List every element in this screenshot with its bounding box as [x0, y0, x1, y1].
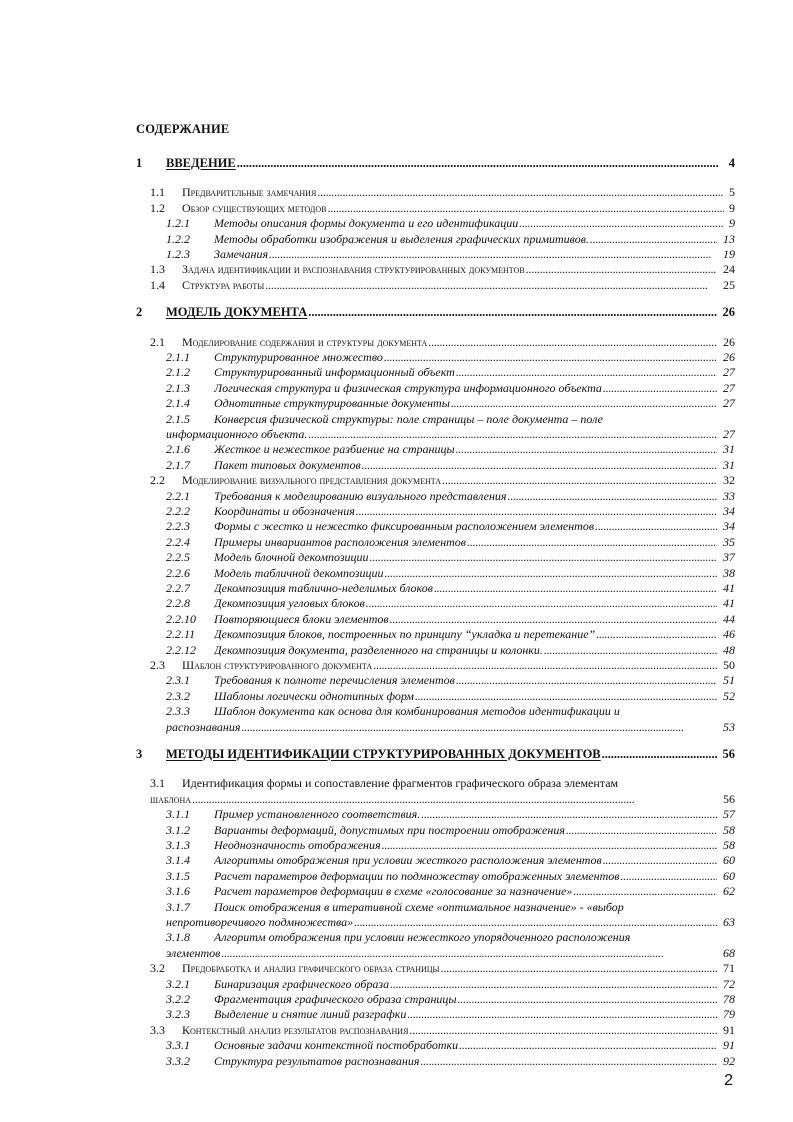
- toc-page-number: 5: [729, 185, 735, 200]
- toc-entry-number: 3: [136, 747, 143, 761]
- toc-entry-number: 3.2.1: [166, 976, 190, 991]
- toc-entry-number: 2.2.11: [166, 627, 196, 642]
- leader-dots: [316, 185, 724, 199]
- leader-dots: [389, 612, 717, 626]
- toc-entry-number: 2.2.8: [166, 596, 190, 611]
- toc-entry-number: 3.1.2: [166, 822, 190, 837]
- toc-page-number: 26: [722, 305, 735, 320]
- toc-entry-title: Однотипные структурированные документы: [214, 396, 450, 411]
- toc-entry-number: 2.1.2: [166, 365, 190, 380]
- toc-entry-title: Идентификация формы и сопоставление фрагментов графического образа элементам: [182, 776, 619, 791]
- toc-page-number: 60: [723, 868, 735, 883]
- toc-page-number: 41: [723, 596, 735, 611]
- toc-entry-title: Фрагментация графического образа страницы: [214, 992, 457, 1006]
- toc-page-number: 24: [723, 262, 735, 277]
- toc-page-number: 62: [723, 884, 735, 899]
- toc-entry-title: Требования к моделированию визуального представления: [214, 488, 507, 503]
- toc-entry-title: Модель табличной декомпозиции: [214, 565, 384, 580]
- toc-page-number: 72: [723, 976, 735, 991]
- toc-entry-title: Методы обработки изображения и выделения графических примитивов.: [214, 231, 589, 246]
- toc-page-number: 63: [723, 915, 735, 929]
- toc-entry-number: 2.1.7: [166, 457, 190, 472]
- toc-entry-title: Шаблоны логически однотипных форм: [214, 688, 414, 703]
- leader-dots: [525, 262, 717, 276]
- leader-dots: [572, 884, 717, 898]
- toc-entry-title: ВВЕДЕНИЕ: [166, 156, 236, 170]
- toc-entry-title-continuation: элементов: [166, 945, 221, 960]
- toc-page-number: 35: [723, 534, 735, 549]
- toc-entry-number: 3.3: [150, 1022, 165, 1037]
- leader-dots: [365, 596, 717, 610]
- toc-entry-number: 2: [136, 305, 143, 320]
- toc-entry-number: 3.1: [150, 776, 165, 791]
- leader-dots: [543, 643, 717, 657]
- toc-page-number: 60: [723, 853, 735, 868]
- toc-page-number: 27: [723, 427, 735, 441]
- toc-entry-number: 1.2.3: [166, 247, 190, 261]
- leader-dots: [595, 627, 717, 641]
- toc-entry-number: 2.2.10: [166, 611, 196, 626]
- leader-dots: [327, 201, 725, 215]
- toc-entry-number: 2.1.3: [166, 380, 190, 395]
- toc-entry-number: 1.2: [150, 200, 165, 215]
- toc-page-number: 92: [723, 1053, 735, 1068]
- leader-dots: [384, 566, 718, 580]
- toc-page-number: 41: [723, 581, 735, 595]
- leader-dots: [602, 381, 717, 395]
- toc-entry-title: Замечания: [214, 247, 269, 261]
- leader-dots: [307, 427, 717, 441]
- toc-entry-title: Методы описания формы документа и его идентификации: [214, 216, 519, 231]
- toc-entry-title: Предварительные замечания: [182, 185, 317, 200]
- toc-entry-title: Алгоритмы отображения при условии жесткого расположения элементов: [214, 853, 602, 868]
- toc-page-number: 27: [723, 380, 735, 395]
- leader-dots: [466, 535, 717, 549]
- leader-dots: [419, 1054, 717, 1068]
- toc-entry-title-continuation: информационного объекта.: [166, 427, 308, 441]
- toc-page-number: 25: [723, 277, 735, 292]
- toc-page-number: 57: [723, 807, 735, 822]
- toc-page-number: 53: [723, 719, 735, 734]
- toc-page-number: 44: [723, 611, 735, 626]
- toc-entry-number: 2.3: [150, 658, 165, 672]
- leader-dots: [601, 747, 717, 761]
- toc-entry-number: 1.4: [150, 277, 165, 292]
- leader-dots: [441, 473, 717, 487]
- toc-entry-number: 1.2.1: [166, 216, 190, 231]
- toc-page-number: 26: [723, 334, 735, 349]
- leader-dots: [381, 838, 717, 852]
- toc-page-number: 4: [728, 156, 735, 170]
- toc-entry-title: Декомпозиция документа, разделенного на страницы и колонки.: [214, 642, 543, 657]
- leader-dots: [620, 869, 718, 883]
- leader-dots: [372, 658, 717, 672]
- toc-page-number: 68: [723, 945, 735, 960]
- toc-page-number: 34: [723, 504, 735, 518]
- toc-entry-title: Жесткое и нежесткое разбиение на страницы: [214, 442, 455, 457]
- toc-entry-title: Задача идентификации и распознавания структурированных документов: [182, 262, 525, 277]
- toc-entry-number: 2.2: [150, 473, 165, 488]
- toc-entry-number: 2.2.1: [166, 488, 190, 503]
- toc-entry-title: Конверсия физической структуры: поле страницы – поле документа – поле: [214, 411, 603, 426]
- toc-page-number: 31: [723, 442, 735, 457]
- leader-dots: [427, 335, 717, 349]
- toc-entry-number: 3.1.7: [166, 899, 190, 914]
- toc-entry-title: Модель блочной декомпозиции: [214, 550, 369, 565]
- toc-entry-title-continuation: шаблона: [150, 791, 191, 806]
- toc-entry-number: 3.1.8: [166, 930, 190, 945]
- leader-dots: [383, 350, 717, 364]
- toc-entry-title: Шаблон документа как основа для комбинирования методов идентификации и: [214, 704, 620, 719]
- toc-entry-number: 2.2.3: [166, 519, 190, 534]
- leader-dots: [240, 720, 717, 734]
- leader-dots: [433, 581, 717, 595]
- toc-entry-title: Структура работы: [182, 277, 265, 292]
- toc-entry-number: 2.3.1: [166, 673, 190, 688]
- toc-entry-number: 2.2.7: [166, 581, 190, 595]
- toc-page-number: 91: [723, 1038, 735, 1053]
- leader-dots: [264, 278, 717, 292]
- leader-dots: [353, 915, 717, 929]
- toc-page-number: 37: [723, 550, 735, 565]
- toc-page-number: 19: [723, 247, 735, 261]
- leader-dots: [450, 396, 717, 410]
- toc-entry-number: 1: [136, 156, 143, 170]
- toc-entry-title: Требования к полноте перечисления элементов: [214, 673, 455, 688]
- toc-page-number: 71: [723, 961, 735, 976]
- toc-entry-title: Формы с жестко и нежестко фиксированным расположением элементов: [214, 519, 595, 534]
- leader-dots: [518, 216, 724, 230]
- toc-page-number: 56: [722, 747, 735, 761]
- toc-page-number: 48: [723, 642, 735, 657]
- toc-page-number: 32: [723, 473, 735, 488]
- toc-page-number: 9: [729, 216, 735, 231]
- toc-page-number: 51: [723, 673, 735, 688]
- toc-entry-number: 3.1.4: [166, 853, 190, 868]
- toc-entry-number: 2.2.5: [166, 550, 190, 565]
- leader-dots: [455, 365, 717, 379]
- toc-entry-title: Пример установленного соответствия.: [214, 807, 421, 822]
- toc-entry-title: Варианты деформаций, допустимых при построении отображения: [214, 822, 565, 837]
- leader-dots: [355, 504, 717, 518]
- toc-entry-title-continuation: распознавания: [166, 719, 241, 734]
- leader-dots: [458, 1038, 717, 1052]
- toc-entry-title: Структура результатов распознавания: [214, 1053, 420, 1068]
- toc-entry-title: Декомпозиция угловых блоков: [214, 596, 365, 611]
- leader-dots: [455, 673, 717, 687]
- leader-dots: [414, 689, 717, 703]
- toc-page-number: 50: [723, 658, 735, 672]
- toc-entry-title: Поиск отображения в итеративной схеме «оптимальное назначение» - «выбор: [214, 899, 624, 914]
- toc-entry-title: Координаты и обозначения: [214, 504, 355, 518]
- toc-entry-title: Пакет типовых документов: [214, 457, 361, 472]
- leader-dots: [589, 232, 717, 246]
- toc-entry-number: 2.1.1: [166, 350, 190, 364]
- toc-entry-title: Неоднозначность отображения: [214, 838, 381, 852]
- toc-entry-title-continuation: непротиворечивого подмножества»: [166, 915, 354, 929]
- toc-entry-title: Структурированный информационный объект: [214, 365, 455, 380]
- toc-page-number: 78: [723, 992, 735, 1006]
- toc-entry-title: Бинаризация графического образа: [214, 976, 390, 991]
- toc-page-number: 38: [723, 565, 735, 580]
- toc-page-number: 27: [723, 396, 735, 411]
- leader-dots: [307, 305, 717, 319]
- toc-entry-number: 2.1.6: [166, 442, 190, 457]
- leader-dots: [389, 977, 717, 991]
- leader-dots: [220, 946, 717, 960]
- toc-entry-title: Примеры инвариантов расположения элементов: [214, 534, 467, 549]
- toc-page-number: 56: [723, 791, 735, 806]
- toc-entry-number: 3.1.3: [166, 838, 190, 852]
- leader-dots: [440, 961, 717, 975]
- toc-entry-number: 3.3.2: [166, 1053, 190, 1068]
- toc-entry-title: Основные задачи контекстной постобработки: [214, 1038, 459, 1053]
- toc-entry-number: 3.1.1: [166, 807, 190, 822]
- toc-entry-number: 1.2.2: [166, 231, 190, 246]
- leader-dots: [565, 823, 717, 837]
- toc-page-number: 46: [723, 627, 735, 642]
- page-number: 2: [724, 1072, 733, 1089]
- toc-entry-title: Расчет параметров деформации в схеме «голосование за назначение»: [214, 884, 573, 899]
- toc-entry-number: 3.3.1: [166, 1038, 190, 1053]
- leader-dots: [507, 489, 717, 503]
- toc-page-number: 34: [723, 519, 735, 534]
- toc-entry-title: Шаблон структурированного документа: [182, 658, 373, 672]
- toc-entry-title: Декомпозиция блоков, построенных по принципу “укладка и перетекание”: [214, 627, 596, 642]
- toc-entry-title: Логическая структура и физическая структура информационного объекта: [214, 380, 602, 395]
- toc-entry-number: 2.2.2: [166, 504, 190, 518]
- toc-page-number: 91: [723, 1022, 735, 1037]
- toc-entry-number: 2.2.12: [166, 642, 196, 657]
- toc-entry-number: 2.2.4: [166, 534, 190, 549]
- leader-dots: [594, 519, 717, 533]
- toc-entry-number: 2.3.3: [166, 704, 190, 719]
- leader-dots: [408, 1023, 717, 1037]
- toc-page-number: 58: [723, 838, 735, 852]
- toc-entry-title: Повторяющиеся блоки элементов: [214, 611, 389, 626]
- toc-entry-title: Контекстный анализ результатов распознавания: [182, 1022, 409, 1037]
- leader-dots: [268, 247, 717, 261]
- toc-entry-title: Моделирование содержания и структуры документа: [182, 334, 428, 349]
- toc-entry-number: 1.1: [150, 185, 165, 200]
- toc-entry-title: Обзор существующих методов: [182, 200, 327, 215]
- toc-entry-number: 3.1.6: [166, 884, 190, 899]
- toc-entry-number: 2.1.4: [166, 396, 190, 411]
- toc-entry-number: 3.1.5: [166, 868, 190, 883]
- toc-page-number: 26: [723, 350, 735, 364]
- leader-dots: [406, 1007, 717, 1021]
- toc-page-number: 33: [723, 488, 735, 503]
- leader-dots: [420, 807, 717, 821]
- toc-page-number: 27: [723, 365, 735, 380]
- toc-page-number: 13: [723, 231, 735, 246]
- toc-entry-title: Алгоритм отображения при условии нежесткого упорядоченного расположения: [214, 930, 631, 945]
- toc-entry-number: 2.1: [150, 334, 165, 349]
- toc-entry-title: Структурированное множество: [214, 350, 383, 364]
- toc-entry-title: Расчет параметров деформации по подмножеству отображенных элементов: [214, 868, 620, 883]
- leader-dots: [457, 992, 717, 1006]
- toc-entry-title: МОДЕЛЬ ДОКУМЕНТА: [166, 305, 308, 320]
- toc-page-number: 9: [729, 200, 735, 215]
- leader-dots: [602, 853, 717, 867]
- toc-entry-title: Моделирование визуального представления документа: [182, 473, 442, 488]
- toc-entry-title: Выделение и снятие линий разграфки: [214, 1007, 407, 1022]
- toc-page-number: 58: [723, 822, 735, 837]
- toc-entry-number: 3.2: [150, 961, 165, 976]
- toc-entry-title: МЕТОДЫ ИДЕНТИФИКАЦИИ СТРУКТУРИРОВАННЫХ ДОКУМЕНТОВ: [166, 747, 601, 761]
- toc-entry-title: Предобработка и анализ графического образа страницы: [182, 961, 440, 976]
- toc-page-number: 79: [723, 1007, 735, 1022]
- toc-page-number: 31: [723, 457, 735, 472]
- toc-entry-number: 1.3: [150, 262, 165, 277]
- leader-dots: [369, 550, 717, 564]
- toc-entry-number: 2.1.5: [166, 411, 190, 426]
- toc-page-number: 52: [723, 688, 735, 703]
- toc-entry-number: 2.2.6: [166, 565, 190, 580]
- leader-dots: [361, 458, 717, 472]
- leader-dots: [236, 156, 724, 170]
- toc-entry-title: Декомпозиция таблично-неделимых блоков: [214, 581, 433, 595]
- toc-entry-number: 2.3.2: [166, 688, 190, 703]
- toc-entry-number: 3.2.2: [166, 992, 190, 1006]
- leader-dots: [455, 442, 717, 456]
- toc-title: СОДЕРЖАНИЕ: [136, 122, 230, 136]
- leader-dots: [191, 792, 717, 806]
- toc-entry-number: 3.2.3: [166, 1007, 190, 1022]
